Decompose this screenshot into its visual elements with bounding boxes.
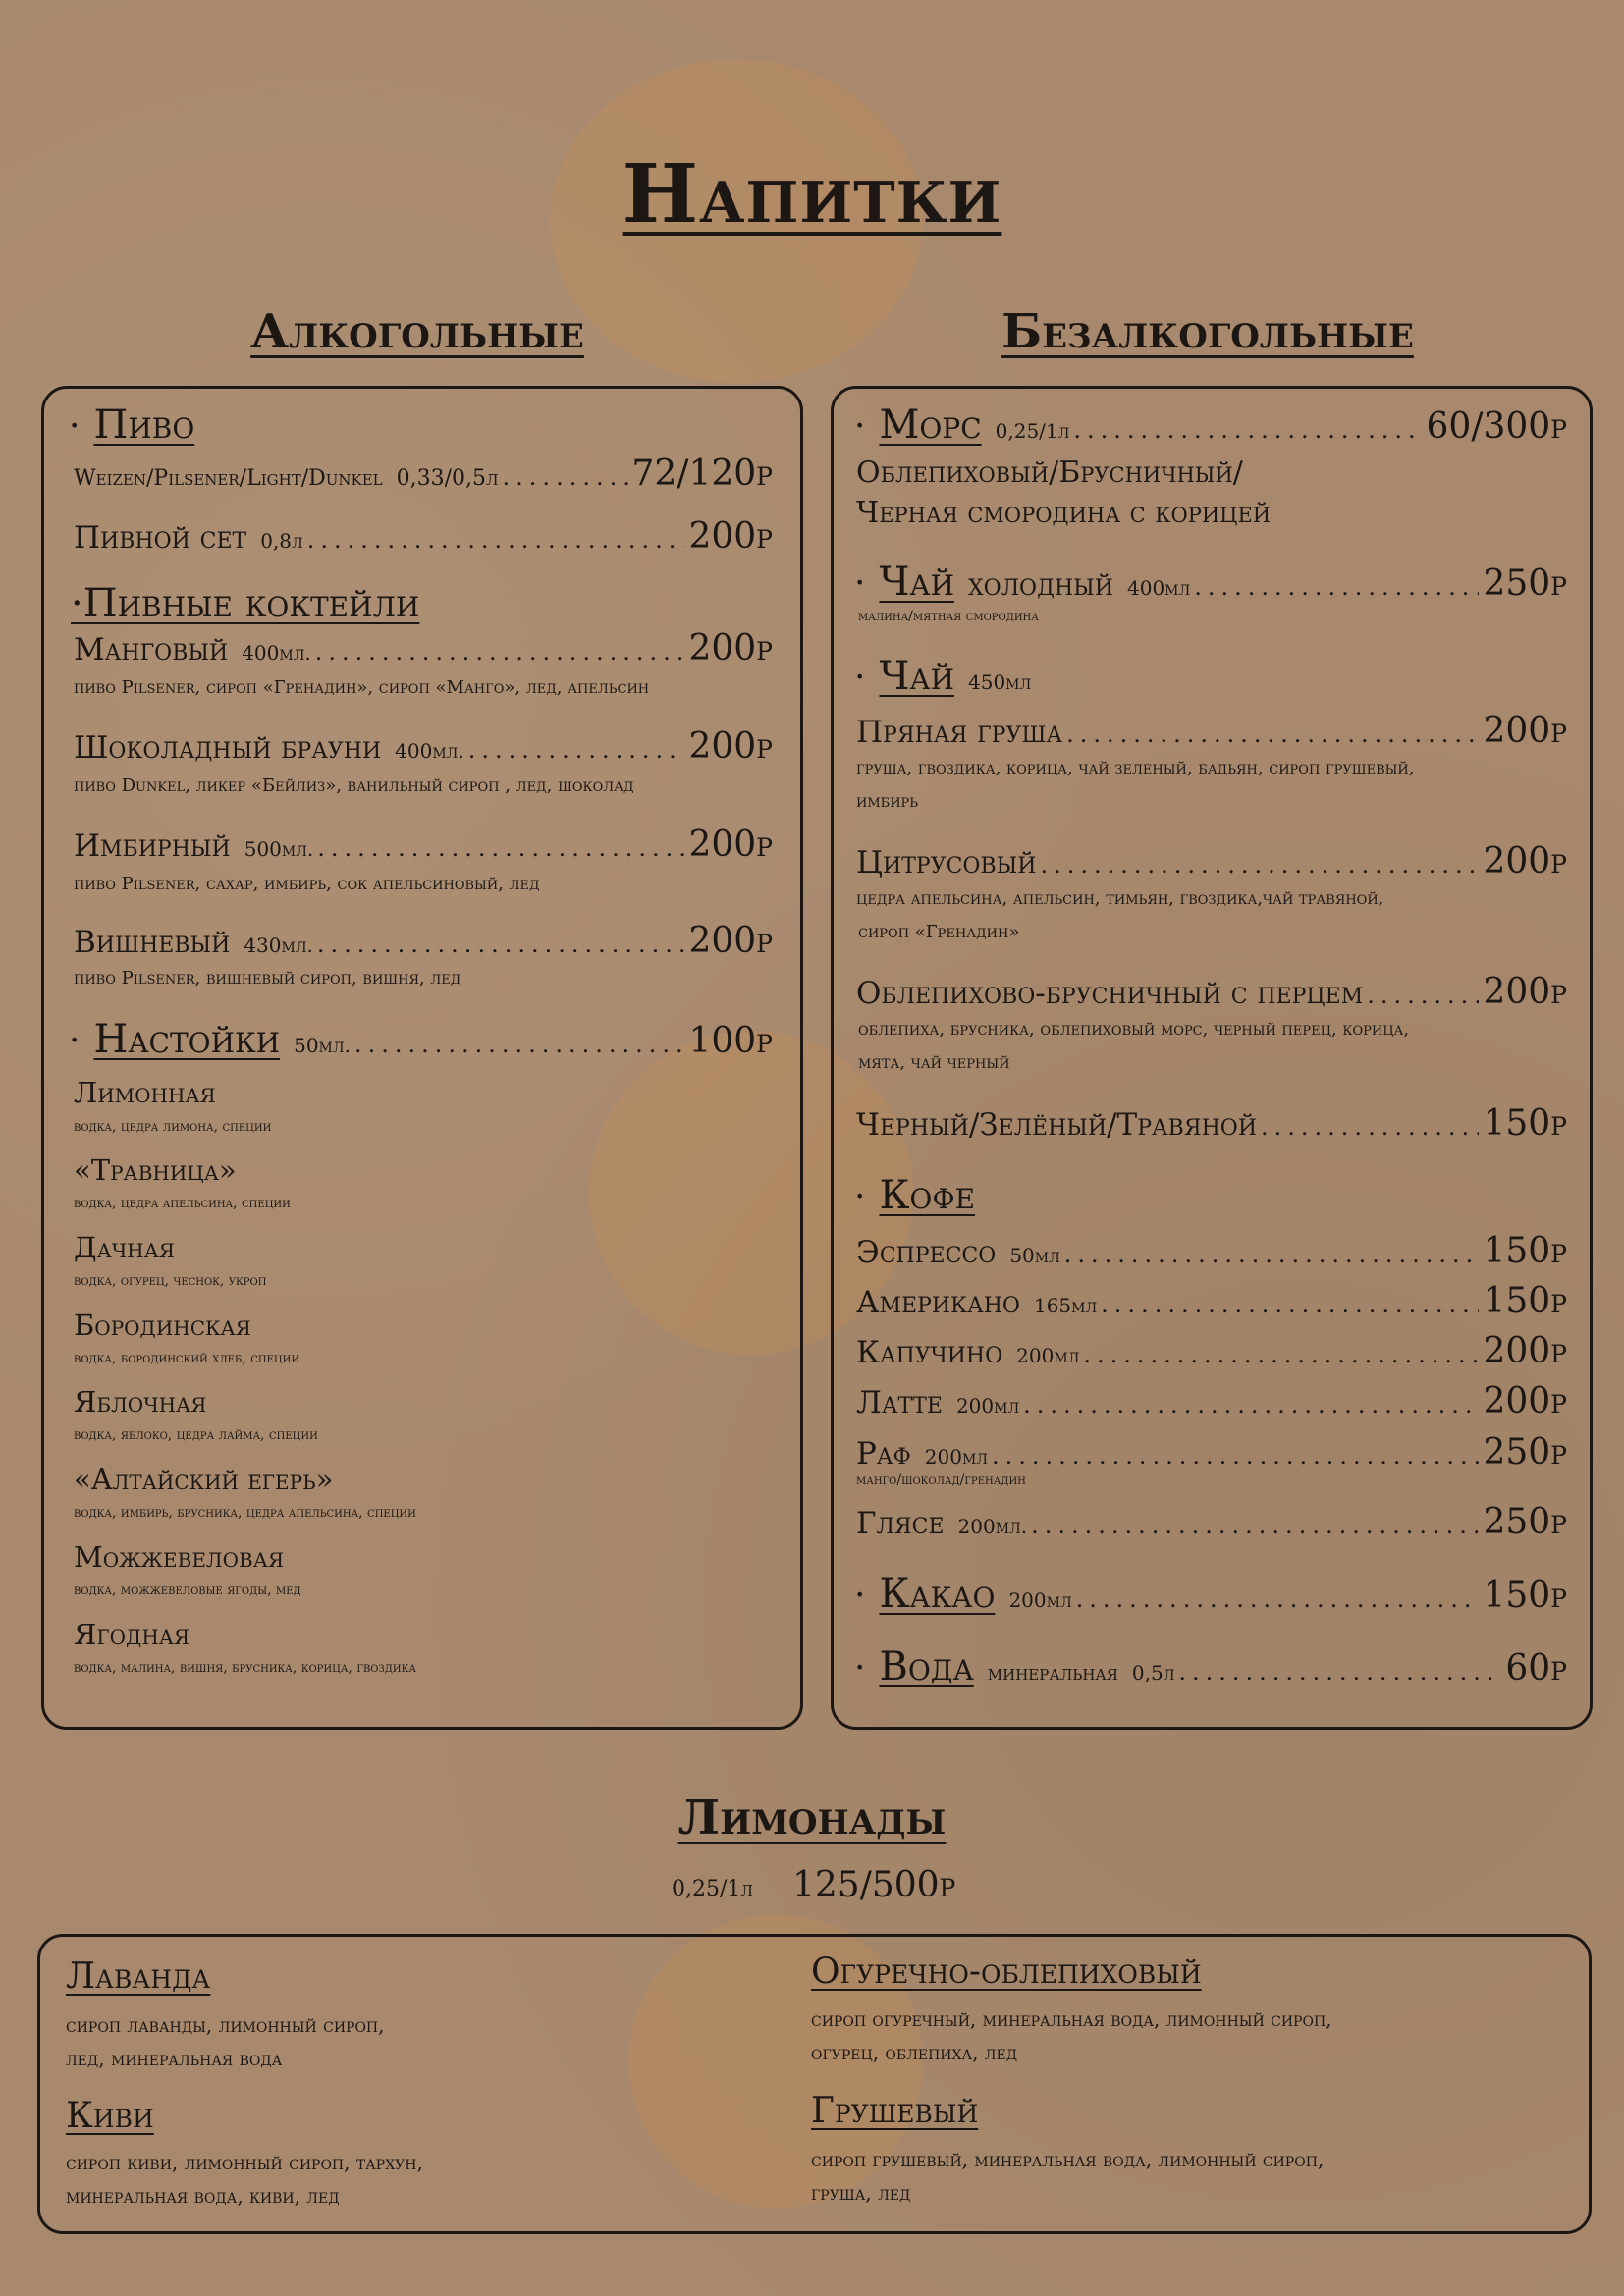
beer-main-row: Weizen/Pilsener/Light/Dunkel 0,33/0,5л ..... 72/120р <box>74 454 773 494</box>
mors-flavors: Черная смородина с корицей <box>856 496 1272 530</box>
tea-desc: цедра апельсина, апельсин, тимьян, гвоздика,чай травяной, <box>856 888 1384 909</box>
coffee-row: Латте 200мл ..... 200р <box>856 1381 1567 1421</box>
cocktail-desc: пиво Pilsener, вишневый сироп, вишня, лед <box>74 968 461 988</box>
coffee-row: Эспрессо 50мл ..... 150р <box>856 1231 1567 1271</box>
water-row: · Вода минеральная 0,5л ..... 60р <box>854 1644 1567 1689</box>
mors-flavors: Облепиховый/Брусничный/ <box>856 455 1243 490</box>
bullet-icon: · <box>854 1177 866 1217</box>
tincture-desc: водка, яблоко, цедра лайма, специи <box>74 1427 318 1443</box>
tincture-name: Лимонная <box>74 1076 216 1109</box>
tincture-name: Яблочная <box>74 1385 207 1418</box>
mors-row: · Морс 0,25/1л ..... 60/300р <box>854 402 1567 448</box>
lemonade-name: Лаванда <box>66 1956 211 1997</box>
cocktails-category: ·Пивные коктейли <box>71 581 420 626</box>
coffee-row: Глясе 200мл. ..... 250р <box>856 1502 1567 1542</box>
cold-tea-desc: малина/мятная смородина <box>858 609 1039 624</box>
tincture-desc: водка, имбирь, брусника, цедра апельсина, специи <box>74 1505 416 1521</box>
lemonade-name: Киви <box>66 2096 154 2136</box>
tea-desc: мята, чай черный <box>858 1052 1010 1073</box>
tincture-desc: водка, огурец, чеснок, укроп <box>74 1273 267 1289</box>
cocktail-row: Вишневый 430мл. ..... 200р <box>74 921 773 961</box>
tea-basic-row: Черный/Зелёный/Травяной ..... 150р <box>856 1103 1567 1144</box>
tea-desc: имбирь <box>856 791 919 812</box>
lemonade-name: Огуречно-облепиховый <box>811 1951 1202 1992</box>
tincture-name: Дачная <box>74 1231 175 1264</box>
tincture-name: Ягодная <box>74 1618 190 1651</box>
coffee-row: Раф 200мл ..... 250р <box>856 1432 1567 1472</box>
cocoa-row: · Какао 200мл ..... 150р <box>854 1572 1567 1617</box>
lemonade-name: Грушевый <box>811 2091 979 2131</box>
beer-set-row: Пивной сет 0,8л ..... 200р <box>74 516 773 557</box>
coffee-category: · Кофе <box>854 1173 976 1218</box>
tincture-name: «Алтайский егерь» <box>74 1463 334 1496</box>
page-title: Напитки <box>622 147 1002 241</box>
cocktail-desc: пиво Dunkel, ликер «Бейлиз», ванильный сироп , лед, шоколад <box>74 775 634 796</box>
cocktail-row: Имбирный 500мл. ..... 200р <box>74 825 773 865</box>
tea-desc: облепиха, брусника, облепиховый морс, черный перец, корица, <box>858 1019 1410 1040</box>
tincture-desc: водка, цедра апельсина, специи <box>74 1196 291 1211</box>
lemonade-desc: сироп лаванды, лимонный сироп, лед, минеральная вода <box>66 2013 385 2070</box>
non-alcoholic-title: Безалкогольные <box>1001 304 1414 359</box>
cold-tea-row: · Чай холодный 400мл ..... 250р <box>854 560 1567 605</box>
alcoholic-title: Алкогольные <box>250 304 584 359</box>
bullet-icon: · <box>854 406 866 447</box>
bullet-icon: · <box>854 1575 866 1616</box>
cocktail-desc: пиво Pilsener, сахар, имбирь, сок апельсиновый, лед <box>74 874 540 894</box>
tea-row: Цитрусовый ..... 200р <box>856 841 1567 881</box>
tea-category: · Чай 450мл <box>854 654 1032 699</box>
bullet-icon: · <box>854 658 866 698</box>
bullet-icon: · <box>69 1021 81 1061</box>
lemonade-desc: сироп киви, лимонный сироп, тархун, минеральная вода, киви, лед <box>66 2151 423 2208</box>
cocktail-row: Манговый 400мл. ..... 200р <box>74 628 773 668</box>
tincture-desc: водка, можжевеловые ягоды, мед <box>74 1582 301 1598</box>
tea-desc: груша, гвоздика, корица, чай зеленый, бадьян, сироп грушевый, <box>856 758 1415 778</box>
tincture-desc: водка, цедра лимона, специи <box>74 1119 272 1135</box>
coffee-row: Американо 165мл ..... 150р <box>856 1281 1567 1321</box>
lemonades-title: Лимонады <box>677 1790 947 1845</box>
coffee-row: Капучино 200мл ..... 200р <box>856 1331 1567 1371</box>
tea-desc: сироп «Гренадин» <box>858 922 1020 942</box>
tea-row: Облепихово-брусничный с перцем ..... 200р <box>856 972 1567 1012</box>
bullet-icon: · <box>854 563 866 604</box>
lemonades-price: 125/500р <box>792 1865 956 1905</box>
bullet-icon: · <box>854 1648 866 1688</box>
lemonade-desc: сироп огуречный, минеральная вода, лимонный сироп, огурец, облепиха, лед <box>811 2007 1332 2064</box>
tinctures-row: · Настойки 50мл. ..... 100р <box>69 1017 773 1062</box>
coffee-desc: манго/шоколад/гренадин <box>856 1472 1026 1488</box>
cocktail-desc: пиво Pilsener, сироп «Гренадин», сироп «Манго», лед, апельсин <box>74 677 650 698</box>
tea-row: Пряная груша ..... 200р <box>856 711 1567 751</box>
tincture-name: Бородинская <box>74 1308 251 1342</box>
lemonade-desc: сироп грушевый, минеральная вода, лимонный сироп, груша, лед <box>811 2148 1325 2205</box>
beer-category: · Пиво <box>69 402 195 448</box>
bullet-icon: · <box>69 406 81 447</box>
tincture-desc: водка, бородинский хлеб, специи <box>74 1351 300 1366</box>
lemonades-volume: 0,25/1л <box>672 1877 753 1901</box>
tincture-name: «Травница» <box>74 1153 237 1187</box>
cocktail-row: Шоколадный брауни 400мл. ..... 200р <box>74 726 773 767</box>
tincture-name: Можжевеловая <box>74 1540 285 1574</box>
tincture-desc: водка, малина, вишня, брусника, корица, гвоздика <box>74 1660 416 1676</box>
